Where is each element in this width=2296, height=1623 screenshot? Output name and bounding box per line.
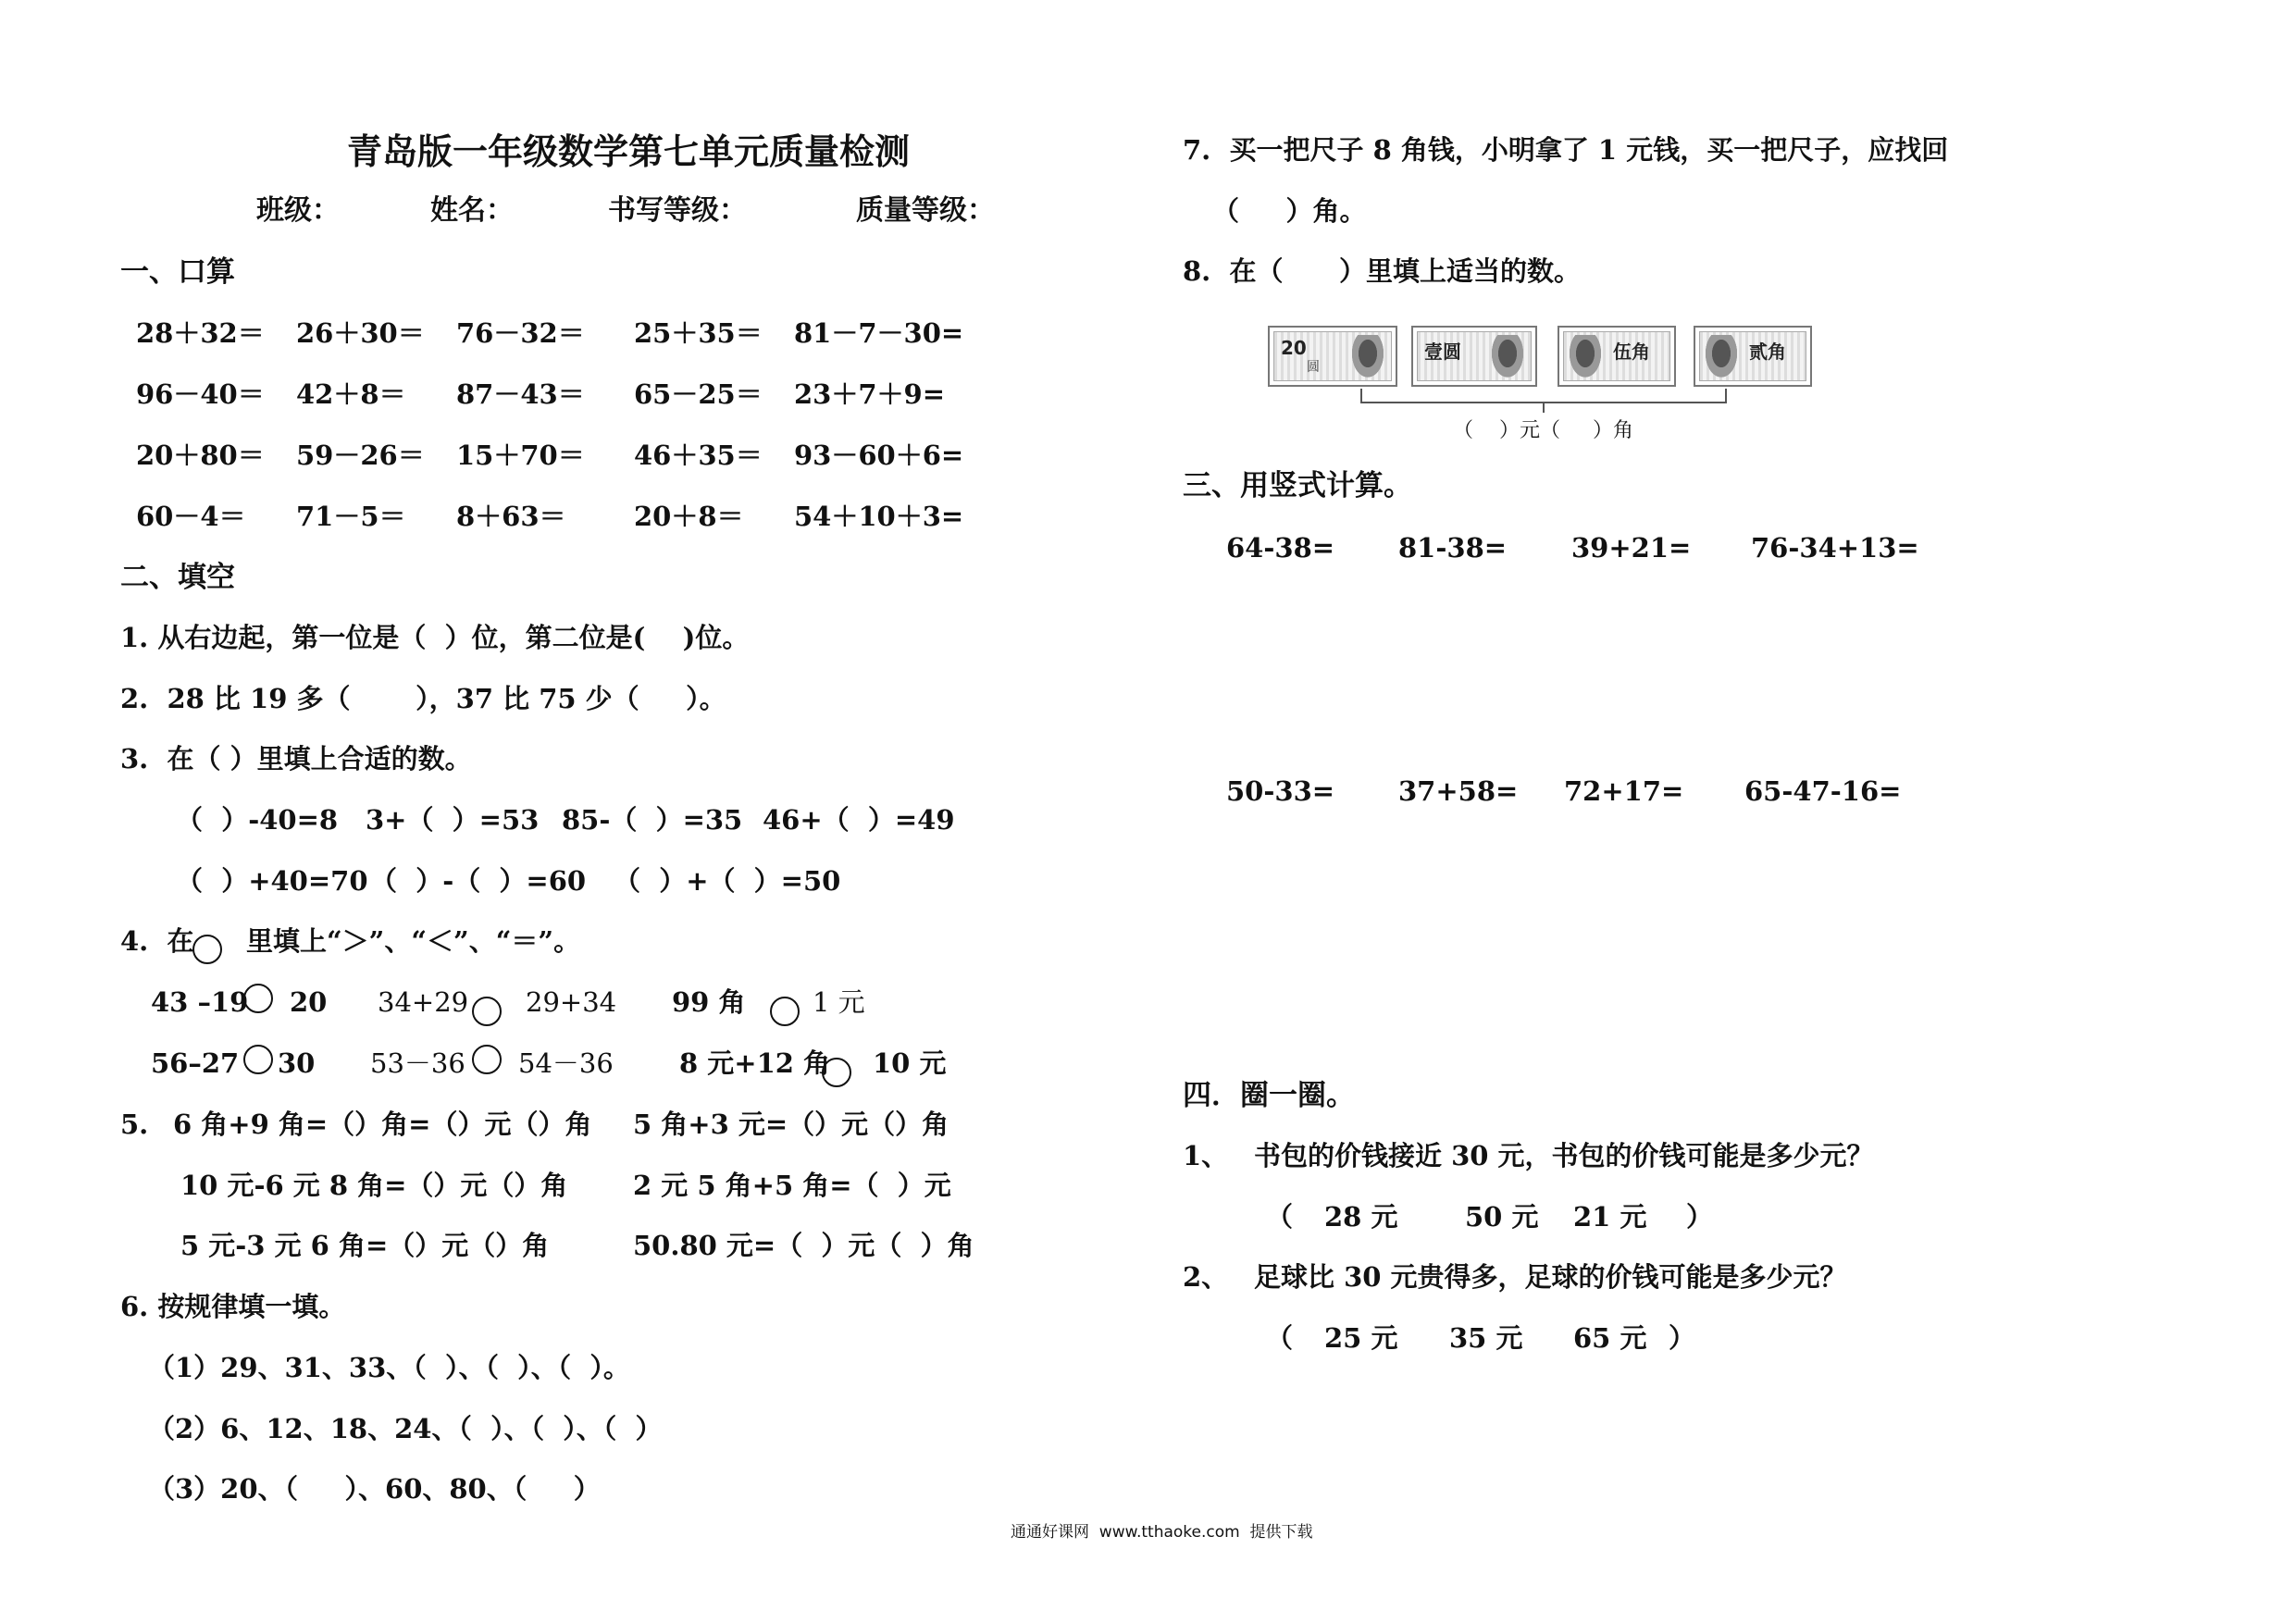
vertical-item: 72+17= (1564, 775, 1684, 807)
q5-item: 2 元 5 角+5 角=（ ）元 (633, 1170, 951, 1201)
question-5-number: 5. (120, 1109, 149, 1140)
compare-circle-icon[interactable] (472, 1045, 502, 1074)
vertical-item: 50-33= (1226, 775, 1335, 807)
footer-credit: 通通好课网 www.tthaoke.com 提供下载 (1011, 1523, 1313, 1542)
q5-item: 50.80 元=（ ）元（ ）角 (633, 1230, 974, 1261)
compare-circle-icon[interactable] (243, 1045, 273, 1074)
question-2: 2. 28 比 19 多（ ），37 比 75 少（ ）。 (120, 683, 726, 714)
q3-item: 46+（ ）=49 (763, 804, 955, 836)
oral-item: 28＋32＝ (136, 317, 265, 349)
q4-expr: 56–27 (151, 1047, 240, 1079)
q3-item: 3+（ ）=53 (366, 804, 540, 836)
oral-item: 8＋63＝ (456, 501, 566, 532)
oral-item: 42＋8＝ (296, 378, 406, 410)
oral-item: 81－7－30= (794, 317, 964, 349)
q3-item: （ ）-40=8 (176, 804, 339, 836)
q4-expr: 29+34 (526, 986, 617, 1018)
section-circle-heading: 四．圈一圈。 (1183, 1079, 1355, 1112)
q3-item: （ ）-（ ）=60 (370, 865, 587, 897)
p2-option[interactable]: 35 元 (1449, 1322, 1523, 1354)
question-4: 里填上“＞”、“＜”、“＝”。 (246, 925, 581, 957)
q4-expr: 99 角 (672, 986, 746, 1018)
question-6: 6. 按规律填一填。 (120, 1291, 346, 1322)
oral-item: 76－32＝ (456, 317, 585, 349)
q6-sequence: （1）29、31、33、（ ）、（ ）、（ ）。 (148, 1352, 630, 1383)
p1-option[interactable]: 28 元 (1324, 1201, 1398, 1233)
quality-grade-label: 质量等级： (856, 194, 995, 227)
name-label: 姓名： (430, 194, 514, 227)
oral-item: 65－25＝ (634, 378, 763, 410)
banknote-2-jiao: 贰角 (1694, 326, 1812, 387)
q4-expr: 43 –19 (151, 986, 249, 1018)
problem-1: 书包的价钱接近 30 元，书包的价钱可能是多少元？ (1254, 1140, 1874, 1171)
p1-open-paren: （ (1266, 1201, 1294, 1233)
oral-item: 54＋10＋3= (794, 501, 964, 532)
p2-close-paren: ） (1669, 1322, 1696, 1354)
oral-item: 15＋70＝ (456, 440, 585, 471)
question-3: 3. 在（ ）里填上合适的数。 (120, 743, 472, 774)
p1-option[interactable]: 21 元 (1573, 1201, 1647, 1233)
q4-expr: 30 (278, 1047, 316, 1079)
question-7: 7. 买一把尺子 8 角钱，小明拿了 1 元钱，买一把尺子，应找回 (1183, 134, 1949, 166)
oral-item: 20＋8＝ (634, 501, 744, 532)
p2-open-paren: （ (1266, 1322, 1294, 1354)
q3-item: （ ）+40=70 (176, 865, 368, 897)
p1-option[interactable]: 50 元 (1465, 1201, 1539, 1233)
oral-item: 87－43＝ (456, 378, 585, 410)
oral-item: 25＋35＝ (634, 317, 763, 349)
q6-sequence: （3）20、（ ）、60、80、（ ） (148, 1473, 601, 1505)
p2-option[interactable]: 65 元 (1573, 1322, 1647, 1354)
problem-2-number: 2、 (1183, 1261, 1229, 1293)
vertical-item: 81-38= (1398, 532, 1508, 564)
q5-item: 10 元-6 元 8 角=（）元（）角 (180, 1170, 568, 1201)
oral-item: 59－26＝ (296, 440, 425, 471)
question-1: 1. 从右边起，第一位是（ ）位，第二位是( )位。 (120, 622, 750, 653)
oral-item: 20＋80＝ (136, 440, 265, 471)
compare-circle-icon[interactable] (822, 1058, 851, 1087)
vertical-item: 76-34+13= (1751, 532, 1919, 564)
oral-item: 46＋35＝ (634, 440, 763, 471)
section-oral-heading: 一、口算 (120, 255, 235, 289)
q5-item: 5 元-3 元 6 角=（）元（）角 (180, 1230, 550, 1261)
banknote-5-jiao: 伍角 (1558, 326, 1676, 387)
q5-item: 6 角+9 角=（）角=（）元（）角 (173, 1109, 592, 1140)
vertical-item: 65-47-16= (1744, 775, 1902, 807)
q4-expr: 10 元 (873, 1047, 947, 1079)
section-vertical-heading: 三、用竖式计算。 (1183, 469, 1412, 502)
page-title: 青岛版一年级数学第七单元质量检测 (347, 130, 911, 172)
oral-item: 96－40＝ (136, 378, 265, 410)
oral-item: 71－5＝ (296, 501, 406, 532)
writing-grade-label: 书写等级： (608, 194, 747, 227)
question-8: 8. 在（ ）里填上适当的数。 (1183, 255, 1582, 287)
problem-2: 足球比 30 元贵得多，足球的价钱可能是多少元？ (1254, 1261, 1847, 1293)
compare-circle-icon[interactable] (770, 997, 800, 1026)
q4-expr: 34+29 (378, 986, 469, 1018)
money-answer: （ ）元（ ）角 (1453, 419, 1633, 442)
oral-item: 60－4＝ (136, 501, 246, 532)
compare-circle-icon (192, 935, 222, 964)
group-brace-tip (1543, 402, 1545, 413)
vertical-item: 37+58= (1398, 775, 1519, 807)
q3-item: 85-（ ）=35 (562, 804, 743, 836)
class-label: 班级： (256, 194, 340, 227)
q4-expr: 54－36 (518, 1047, 614, 1079)
oral-item: 23＋7＋9= (794, 378, 946, 410)
q6-sequence: （2）6、12、18、24、（ ）、（ ）、（ ） (148, 1413, 663, 1444)
vertical-item: 64-38= (1226, 532, 1335, 564)
q4-expr: 8 元+12 角 (679, 1047, 831, 1079)
q5-item: 5 角+3 元=（）元（）角 (633, 1109, 949, 1140)
p1-close-paren: ） (1686, 1201, 1714, 1233)
q4-expr: 1 元 (813, 986, 865, 1018)
section-fill-heading: 二、填空 (120, 561, 235, 594)
q4-expr: 20 (290, 986, 328, 1018)
compare-circle-icon[interactable] (472, 997, 502, 1026)
q4-expr: 53－36 (370, 1047, 465, 1079)
oral-item: 93－60＋6= (794, 440, 964, 471)
vertical-item: 39+21= (1571, 532, 1692, 564)
problem-1-number: 1、 (1183, 1140, 1229, 1171)
banknote-20-yuan: 20 圆 (1268, 326, 1397, 387)
q3-item: （ ）+（ ）=50 (614, 865, 841, 897)
p2-option[interactable]: 25 元 (1324, 1322, 1398, 1354)
question-7-answer: （ ）角。 (1212, 195, 1367, 227)
question-4-prefix: 4. 在 (120, 925, 194, 957)
banknote-1-yuan: 壹圆 (1411, 326, 1537, 387)
compare-circle-icon[interactable] (243, 984, 273, 1013)
oral-item: 26＋30＝ (296, 317, 425, 349)
